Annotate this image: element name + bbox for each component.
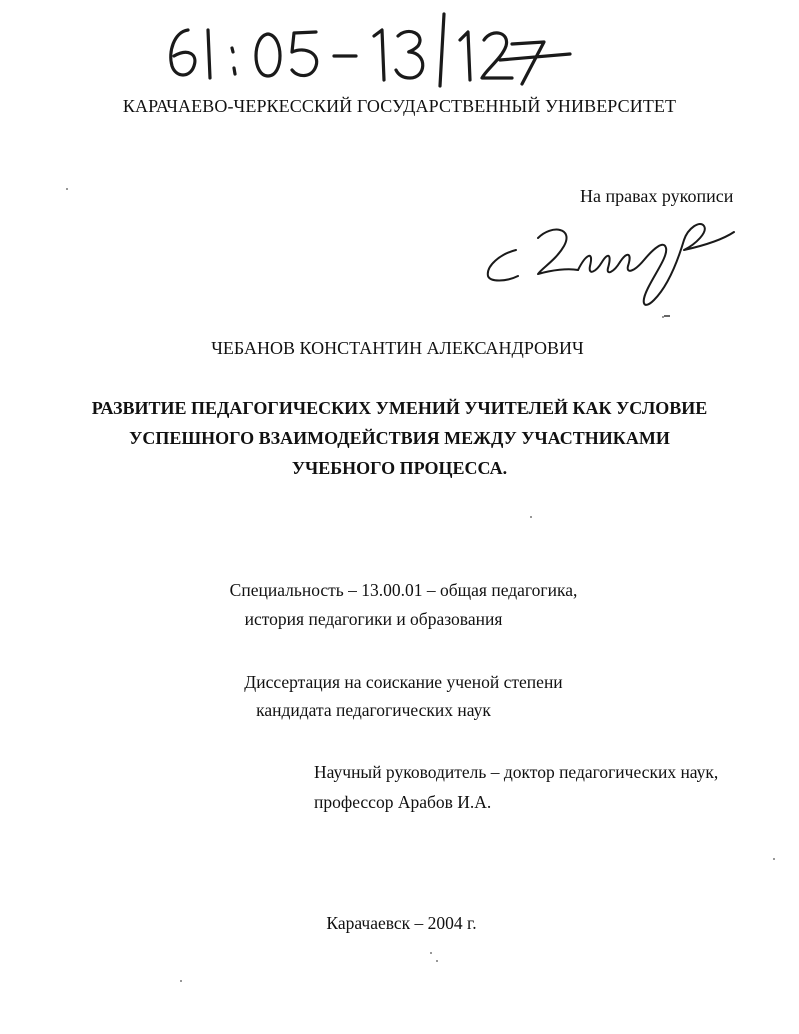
- scan-speck: [773, 858, 775, 860]
- dissertation-title-line-1: РАЗВИТИЕ ПЕДАГОГИЧЕСКИХ УМЕНИЙ УЧИТЕЛЕЙ КАК УСЛОВИЕ: [91, 398, 708, 418]
- scan-speck: [430, 952, 432, 954]
- specialty-line-2: история педагогики и образования: [244, 609, 503, 629]
- supervisor-line-1: Научный руководитель – доктор педагогических наук,: [314, 762, 719, 782]
- dissertation-title-line-3: УЧЕБНОГО ПРОЦЕССА.: [291, 458, 508, 478]
- dissertation-title-line-2: УСПЕШНОГО ВЗАИМОДЕЙСТВИЯ МЕЖДУ УЧАСТНИКАМИ: [129, 428, 670, 448]
- degree-line-2: кандидата педагогических наук: [256, 700, 491, 720]
- author-name: ЧЕБАНОВ КОНСТАНТИН АЛЕКСАНДРОВИЧ: [211, 338, 584, 358]
- scan-speck: [66, 188, 68, 190]
- specialty-line-1: Специальность – 13.00.01 – общая педагогика,: [229, 580, 578, 600]
- supervisor-line-2: профессор Арабов И.А.: [314, 792, 492, 812]
- handwritten-archive-number: [160, 8, 580, 88]
- author-signature: [478, 210, 748, 320]
- scan-speck: [530, 516, 532, 518]
- scan-speck: [662, 316, 664, 318]
- city-and-year: Карачаевск – 2004 г.: [326, 913, 477, 933]
- scan-speck: [180, 980, 182, 982]
- university-name: КАРАЧАЕВО-ЧЕРКЕССКИЙ ГОСУДАРСТВЕННЫЙ УНИВЕРСИТЕТ: [122, 96, 677, 116]
- scan-speck: [436, 960, 438, 962]
- degree-line-1: Диссертация на соискание ученой степени: [244, 672, 563, 692]
- manuscript-note: На правах рукописи: [580, 186, 734, 206]
